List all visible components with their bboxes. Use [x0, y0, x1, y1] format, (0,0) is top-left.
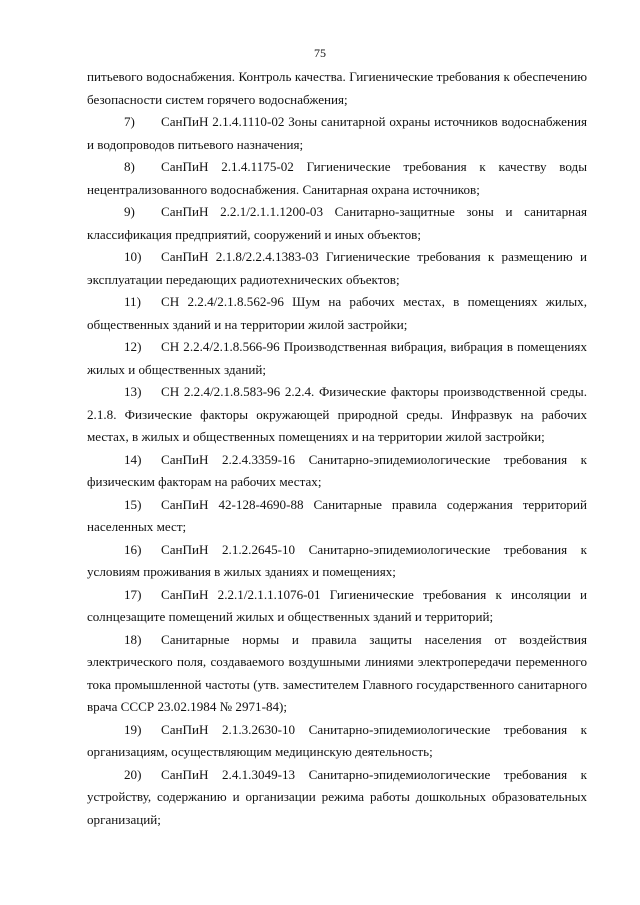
list-item	[87, 719, 587, 764]
item-number: 12)	[124, 339, 142, 354]
list-item	[87, 539, 587, 584]
list-item	[87, 336, 587, 381]
list-item	[87, 584, 587, 629]
item-text: СанПиН 2.1.4.1175-02 Гигиенические требования к качеству воды нецентрализованного водоснабжения. Санитарная охрана источников;	[87, 159, 587, 197]
item-number: 7)	[124, 114, 135, 129]
item-text: СН 2.2.4/2.1.8.583-96 2.2.4. Физические факторы производственной среды. 2.1.8. Физические факторы окружающей природной среды. Инфразвук на рабочих местах, в жилых и общественных помещениях и на территории жилой застройки;	[87, 384, 587, 444]
item-text: СН 2.2.4/2.1.8.562-96 Шум на рабочих местах, в помещениях жилых, общественных зданий и на территории жилой застройки;	[87, 294, 587, 332]
item-text: СанПиН 42-128-4690-88 Санитарные правила содержания территорий населенных мест;	[87, 496, 587, 534]
list-item	[87, 246, 587, 291]
item-text: СанПиН 2.2.4.3359-16 Санитарно-эпидемиологические требования к физическим факторам на рабочих местах;	[87, 451, 587, 489]
page-number: 75	[314, 46, 326, 60]
item-text: СН 2.2.4/2.1.8.566-96 Производственная вибрация, вибрация в помещениях жилых и общественных зданий;	[87, 339, 587, 377]
item-text: СанПиН 2.1.2.2645-10 Санитарно-эпидемиологические требования к условиям проживания в жилых зданиях и помещениях;	[87, 541, 587, 579]
item-text: СанПиН 2.1.3.2630-10 Санитарно-эпидемиологические требования к организациям, осуществляющим медицинскую деятельность;	[87, 721, 587, 759]
item-number: 16)	[124, 541, 142, 557]
list-item	[87, 764, 587, 832]
list-item	[87, 156, 587, 201]
item-text: СанПиН 2.1.8/2.2.4.1383-03 Гигиенические требования к размещению и эксплуатации передающих радиотехнических объектов;	[87, 249, 587, 287]
list-item	[87, 494, 587, 539]
list-item	[87, 449, 587, 494]
list-item	[87, 111, 587, 156]
item-number: 19)	[124, 721, 142, 737]
document-body	[87, 66, 587, 831]
item-number: 17)	[124, 586, 142, 602]
item-text: СанПиН 2.2.1/2.1.1.1076-01 Гигиенические требования к инсоляции и солнцезащите помещений жилых и общественных зданий и территорий;	[87, 586, 587, 624]
item-text: СанПиН 2.1.4.1110-02 Зоны санитарной охраны источников водоснабжения и водопроводов питьевого назначения;	[87, 114, 587, 152]
list-item	[87, 381, 587, 449]
item-number: 15)	[124, 496, 142, 512]
item-number: 9)	[124, 204, 135, 219]
item-number: 20)	[124, 766, 142, 782]
item-number: 14)	[124, 451, 142, 467]
item-number: 18)	[124, 631, 142, 647]
item-number: 10)	[124, 249, 142, 264]
item-number: 11)	[124, 294, 141, 309]
item-text: СанПиН 2.4.1.3049-13 Санитарно-эпидемиологические требования к устройству, содержанию и организации режима работы дошкольных образовательных организаций;	[87, 766, 587, 827]
list-item	[87, 201, 587, 246]
item-text: Санитарные нормы и правила защиты населения от воздействия электрического поля, создаваемого воздушными линиями электропередачи переменного тока промышленной частоты (утв. заместителем Главного государственного санитарного врача СССР 23.02.1984 № 2971-84);	[87, 631, 587, 714]
intro-paragraph: питьевого водоснабжения. Контроль качества. Гигиенические требования к обеспечению безопасности систем горячего водоснабжения;	[87, 69, 587, 107]
item-number: 13)	[124, 384, 142, 399]
item-text: СанПиН 2.2.1/2.1.1.1200-03 Санитарно-защитные зоны и санитарная классификация предприятий, сооружений и иных объектов;	[87, 204, 587, 242]
item-number: 8)	[124, 159, 135, 174]
list-item	[87, 291, 587, 336]
list-item	[87, 629, 587, 719]
